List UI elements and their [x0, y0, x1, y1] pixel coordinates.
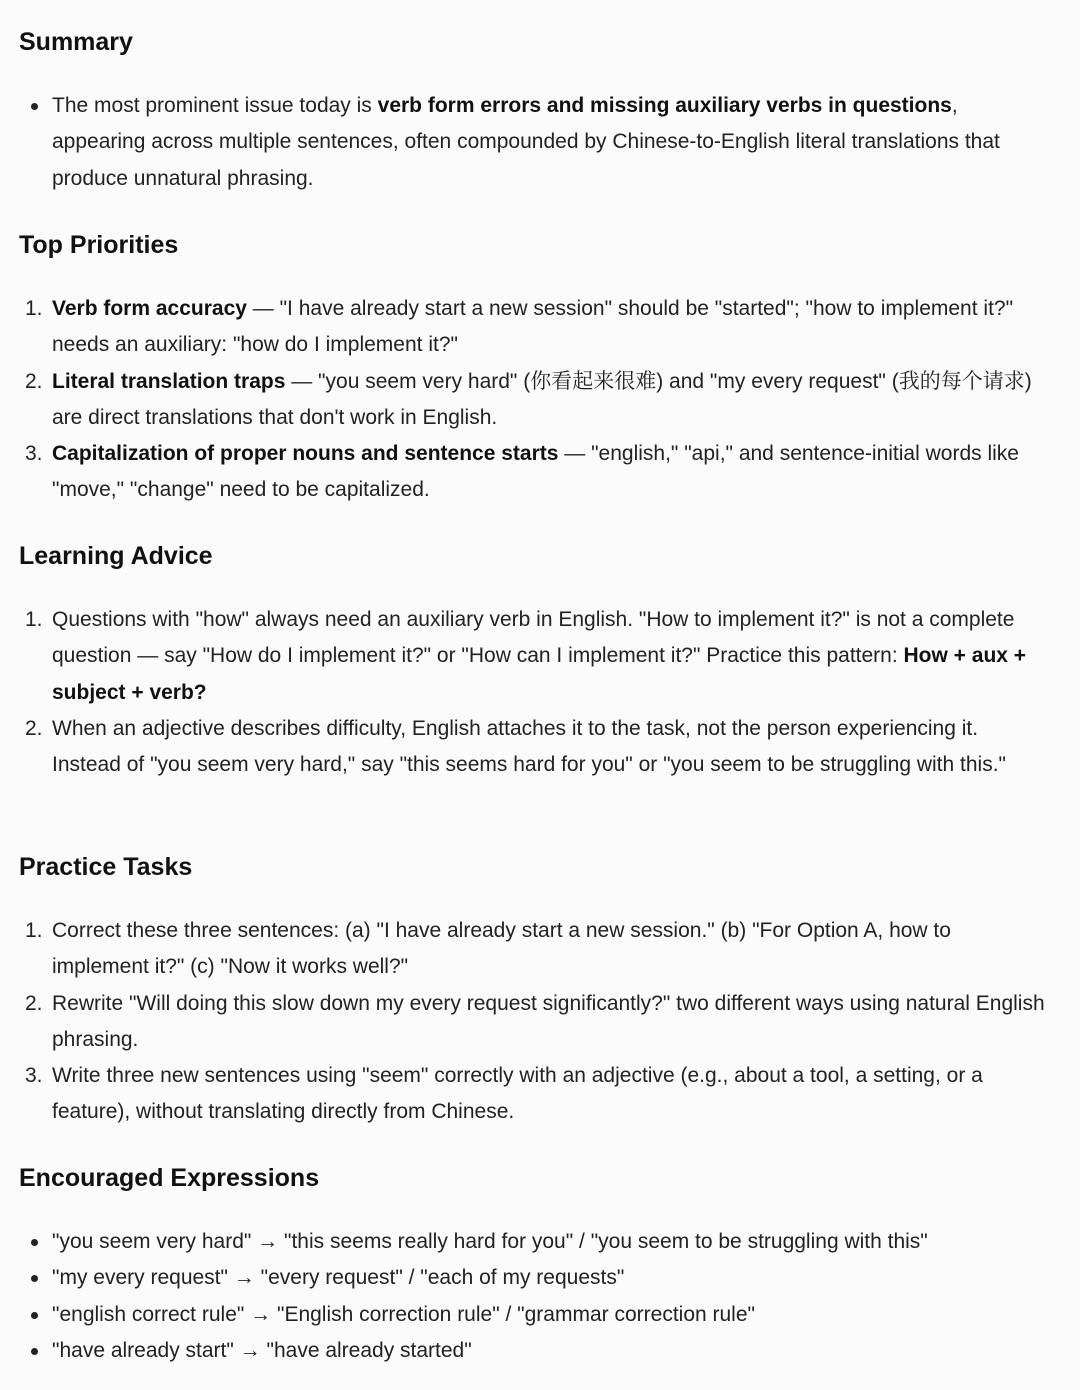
summary-section [19, 26, 1046, 197]
item-text: Write three new sentences using "seem" correctly with an adjective (e.g., about a tool, a setting, or a feature), without translating directly from Chinese. [52, 1064, 983, 1124]
item-number: 2. [25, 991, 43, 1015]
tasks-list [19, 913, 1046, 1131]
list-item: "you seem very hard" → "this seems really hard for you" / "you seem to be struggling with this" [19, 1224, 1046, 1260]
item-number: 2. [25, 716, 43, 740]
expressions-section [19, 1162, 1046, 1369]
item-text: Questions with "how" always need an auxiliary verb in English. "How to implement it?" is not a complete question — say "How do I implement it?" or "How can I implement it?" Practice this pattern: [52, 608, 1015, 668]
list-item: "english correct rule" → "English correction rule" / "grammar correction rule" [19, 1297, 1046, 1333]
summary-list [19, 88, 1046, 197]
list-item [19, 1058, 1046, 1131]
list-item [19, 602, 1046, 711]
list-item [19, 986, 1046, 1059]
item-number: 1. [25, 297, 43, 320]
item-bold: verb form errors and missing auxiliary verbs in questions [377, 94, 952, 117]
expressions-list [19, 1224, 1046, 1369]
tasks-heading: Practice Tasks [19, 853, 193, 881]
priorities-list [19, 291, 1046, 509]
list-item [19, 291, 1046, 364]
summary-heading: Summary [19, 28, 133, 56]
list-item [19, 88, 1046, 197]
advice-section [19, 540, 1046, 783]
item-number: 3. [25, 1064, 43, 1088]
item-number: 1. [25, 608, 43, 631]
list-item: "my every request" → "every request" / "each of my requests" [19, 1260, 1046, 1296]
item-bold: Capitalization of proper nouns and sentence starts [52, 442, 559, 466]
item-text: — "english," "api," and sentence-initial words like "move," "change" need to be capitalized. [52, 442, 1019, 502]
advice-heading: Learning Advice [19, 542, 213, 570]
item-text: — "I have already start a new session" should be "started"; "how to implement it?" needs an auxiliary: "how do I implement it?" [52, 297, 1014, 357]
list-item [19, 913, 1046, 986]
list-item [19, 436, 1046, 509]
item-number: 2. [25, 369, 43, 393]
expressions-heading: Encouraged Expressions [19, 1164, 320, 1192]
item-text: The most prominent issue today is [52, 94, 378, 117]
item-text: When an adjective describes difficulty, English attaches it to the task, not the person experiencing it. Instead of "you seem very hard," say "this seems hard for you" or "you seem to be struggling with this." [52, 716, 1007, 777]
item-text: Rewrite "Will doing this slow down my every request significantly?" two different ways using natural English phrasing. [52, 991, 1045, 1051]
advice-list [19, 602, 1046, 783]
item-number: 3. [25, 442, 43, 466]
item-text: , appearing across multiple sentences, often compounded by Chinese-to-English literal translations that produce unnatural phrasing. [52, 94, 1000, 190]
list-item [19, 711, 1046, 784]
item-bold: How + aux + subject + verb? [52, 644, 1027, 704]
priorities-heading: Top Priorities [19, 231, 179, 259]
tasks-section [19, 851, 1046, 1131]
priorities-section [19, 229, 1046, 509]
list-item: "have already start" → "have already started" [19, 1333, 1046, 1369]
item-bold: Literal translation traps [52, 369, 286, 393]
list-item [19, 364, 1046, 437]
item-text: — "you seem very hard" (你看起来很难) and "my every request" (我的每个请求) are direct translations that don't work in English. [52, 369, 1032, 429]
item-number: 1. [25, 919, 43, 942]
item-text: Correct these three sentences: (a) "I have already start a new session." (b) "For Option A, how to implement it?" (c) "Now it works well?" [52, 919, 951, 979]
item-bold: Verb form accuracy [52, 297, 247, 320]
